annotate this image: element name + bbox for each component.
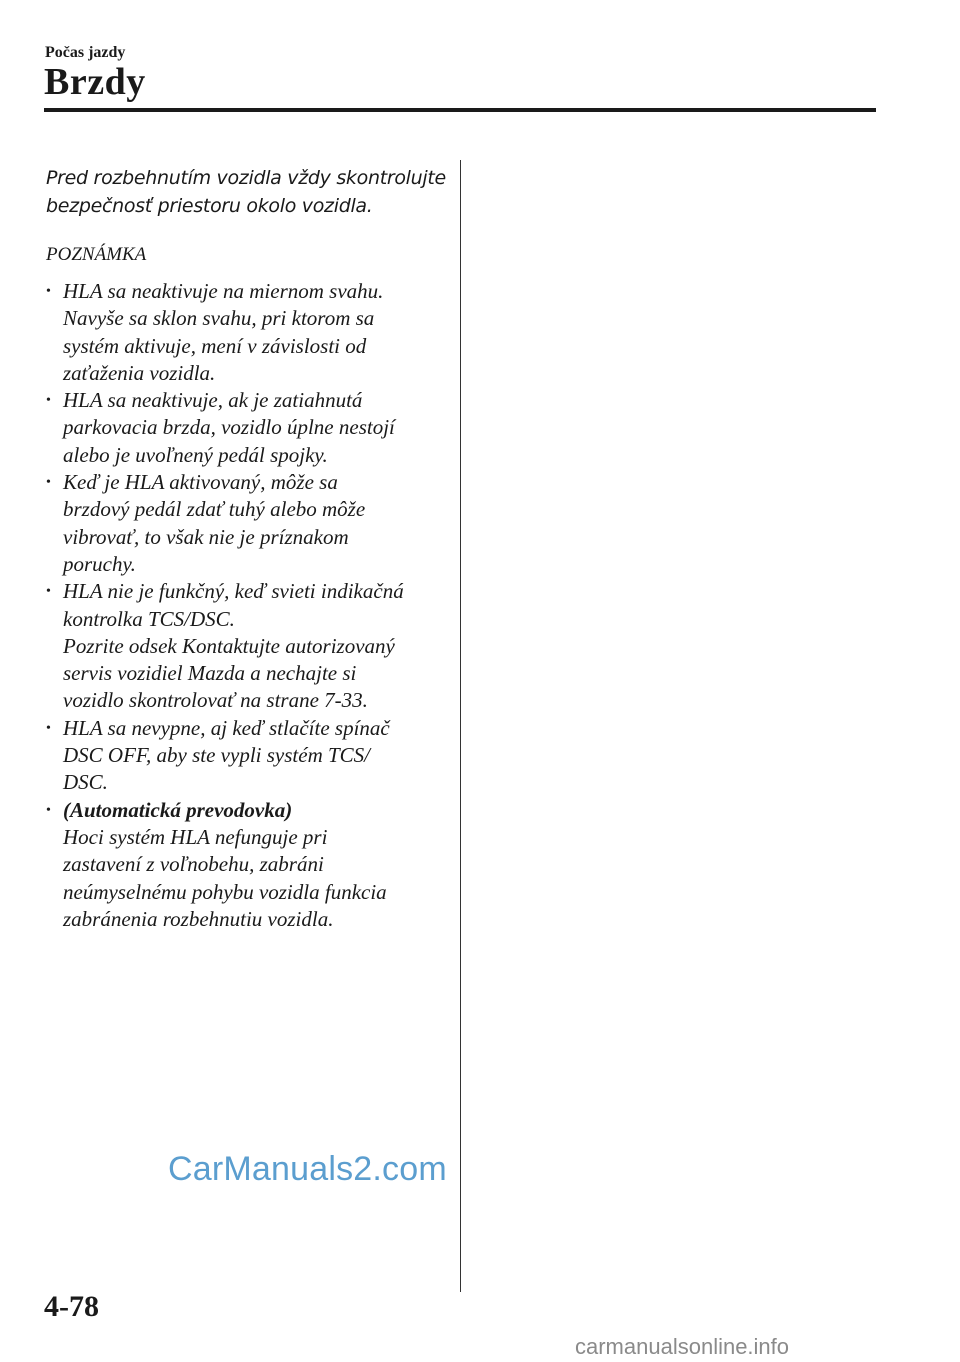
page-title: Brzdy xyxy=(44,61,146,103)
note-item-line: servis vozidiel Mazda a nechajte si xyxy=(63,661,357,686)
note-item xyxy=(46,797,446,933)
note-item-line: HLA sa neaktivuje na miernom svahu. xyxy=(63,279,384,303)
warning-line-1: Pred rozbehnutím vozidla vždy skontrolujte xyxy=(46,167,446,189)
note-item-line: zabránenia rozbehnutiu vozidla. xyxy=(63,906,334,931)
note-item-line: vibrovať, to však nie je príznakom xyxy=(63,524,349,549)
column-divider xyxy=(460,160,461,1292)
note-item xyxy=(46,278,446,387)
footer-watermark: carmanualsonline.info xyxy=(575,1334,790,1359)
note-item xyxy=(46,715,446,797)
note-item-line: HLA sa neaktivuje, ak je zatiahnutá xyxy=(63,388,363,413)
note-item xyxy=(46,578,446,714)
bullet-icon: • xyxy=(46,584,51,600)
note-item-line: DSC OFF, aby ste vypli systém TCS/ xyxy=(63,743,371,768)
note-item-bold-lead: (Automatická prevodovka) xyxy=(63,797,293,822)
note-item-line: alebo je uvoľnený pedál spojky. xyxy=(63,442,328,467)
bullet-icon: • xyxy=(46,393,51,409)
bullet-icon: • xyxy=(46,802,51,818)
note-item-line: Keď je HLA aktivovaný, môže sa xyxy=(63,470,338,495)
note-heading: POZNÁMKA xyxy=(46,244,147,265)
note-item-line: kontrolka TCS/DSC. xyxy=(63,606,235,631)
watermark: CarManuals2.com xyxy=(168,1150,447,1188)
note-item-line: zaťaženia vozidla. xyxy=(63,360,216,385)
note-item xyxy=(46,387,446,469)
note-item-line: HLA nie je funkčný, keď svieti indikačná xyxy=(63,579,404,604)
bullet-icon: • xyxy=(46,284,51,299)
title-divider xyxy=(44,108,876,112)
note-list xyxy=(46,278,446,933)
warning-text xyxy=(46,164,446,220)
note-item-line: systém aktivuje, mení v závislosti od xyxy=(63,333,367,358)
note-item-line: Hoci systém HLA nefunguje pri xyxy=(63,824,328,849)
note-item-line: Navyše sa sklon svahu, pri ktorom sa xyxy=(63,306,375,331)
bullet-icon: • xyxy=(46,475,51,491)
note-item-line: vozidlo skontrolovať na strane 7-33. xyxy=(63,688,368,713)
bullet-icon: • xyxy=(46,720,51,736)
note-item-line: DSC. xyxy=(63,770,108,795)
note-item-line: HLA sa nevypne, aj keď stlačíte spínač xyxy=(63,715,390,740)
page-number: 4-78 xyxy=(44,1290,99,1323)
note-item-line: brzdový pedál zdať tuhý alebo môže xyxy=(63,497,366,522)
note-item-line: poruchy. xyxy=(63,551,136,576)
section-label: Počas jazdy xyxy=(45,44,126,61)
note-item-line: neúmyselnému pohybu vozidla funkcia xyxy=(63,879,387,904)
note-item-line: parkovacia brzda, vozidlo úplne nestojí xyxy=(63,415,395,440)
note-item-line: Pozrite odsek Kontaktujte autorizovaný xyxy=(63,633,395,658)
note-item xyxy=(46,469,446,578)
note-item-line: zastavení z voľnobehu, zabráni xyxy=(63,852,324,877)
warning-line-2: bezpečnosť priestoru okolo vozidla. xyxy=(46,195,373,217)
